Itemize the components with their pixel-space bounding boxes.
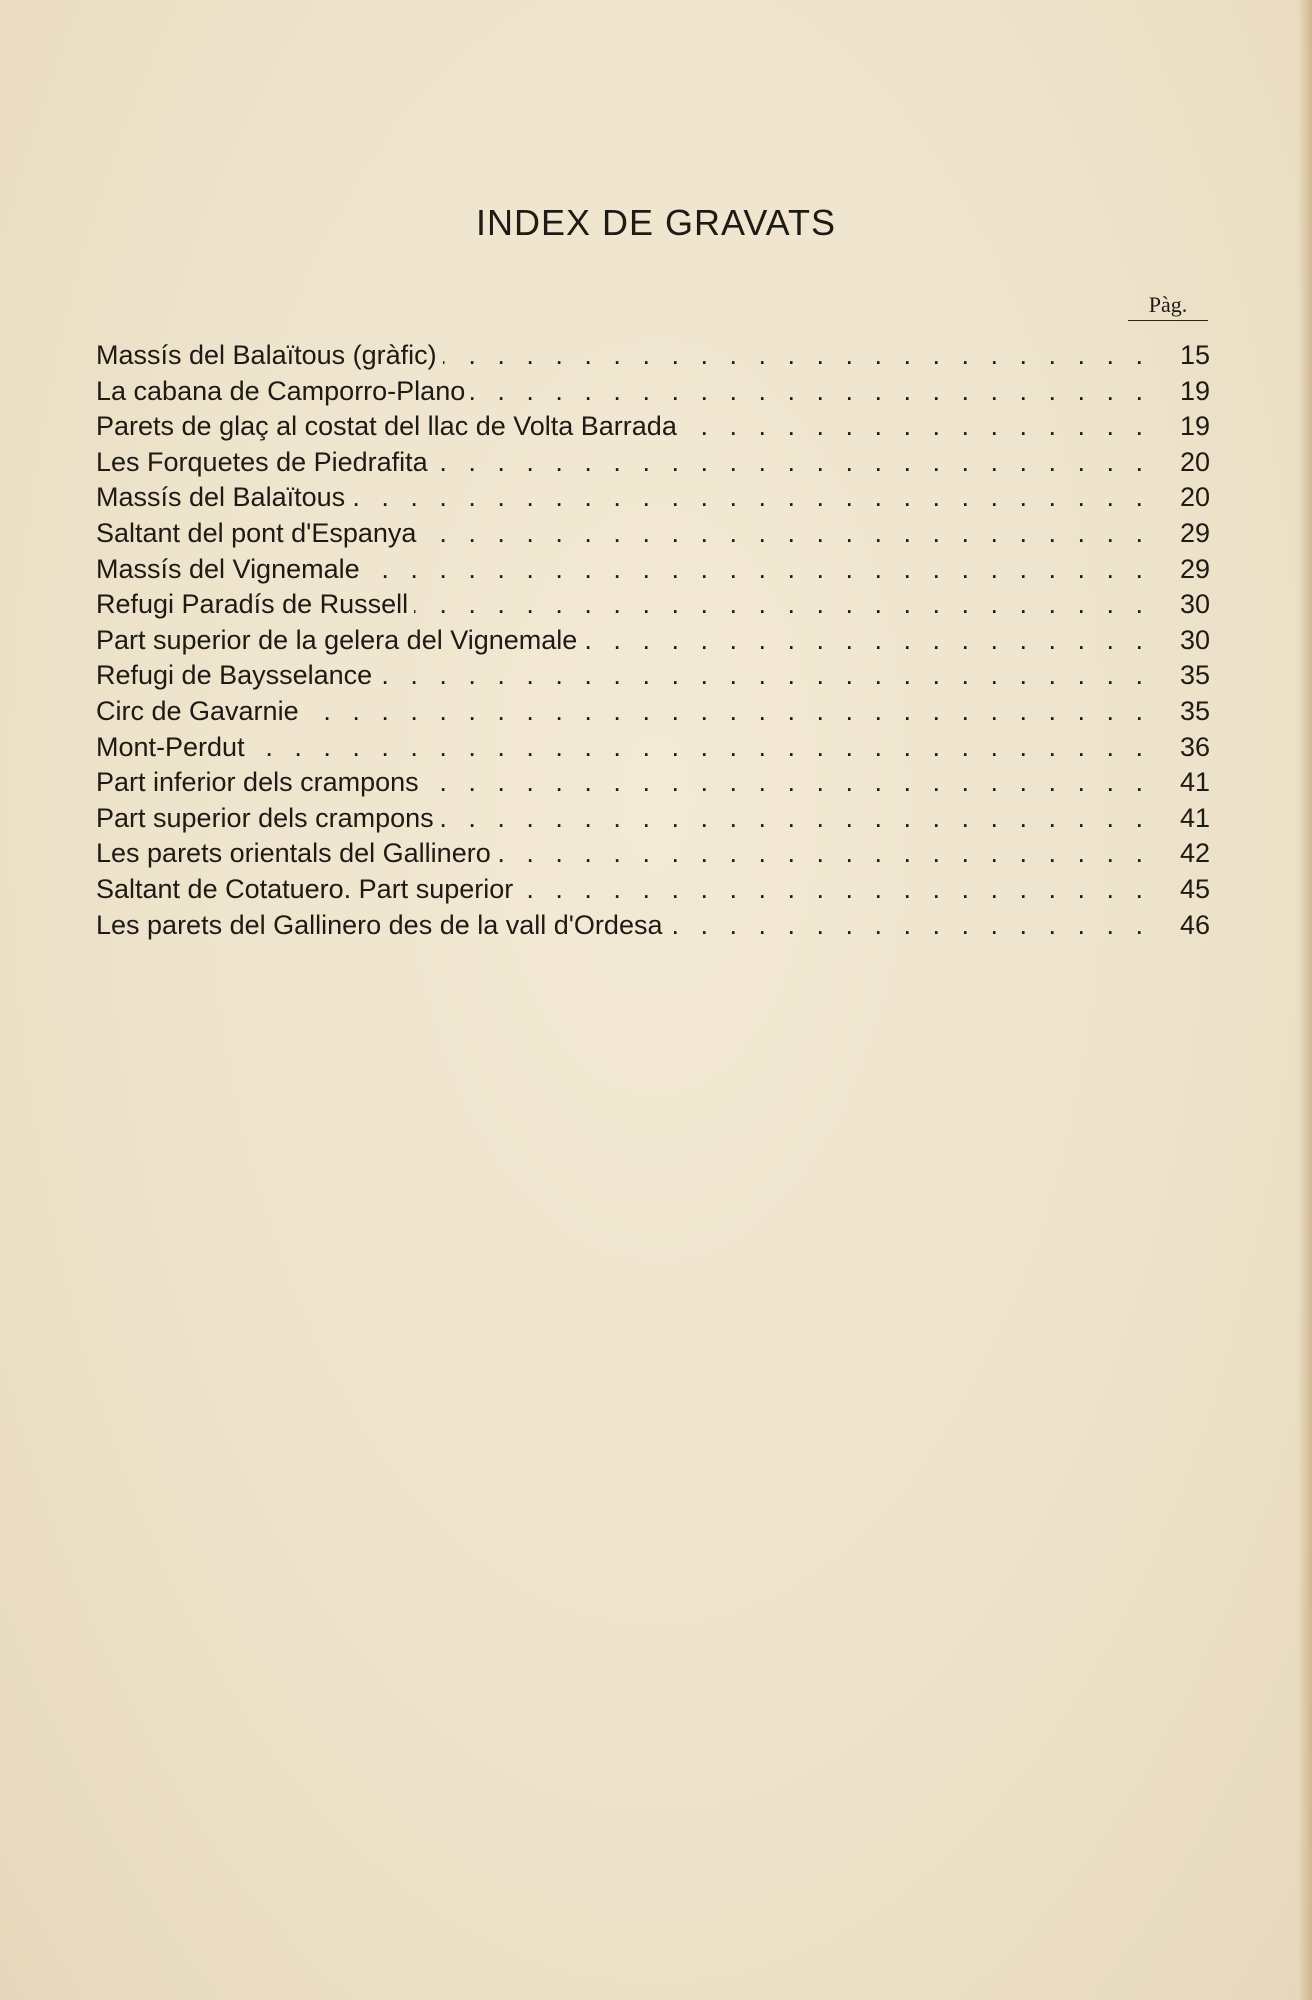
entry-title: Massís del Balaïtous [96, 482, 346, 513]
entry-title: Saltant del pont d'Espanya [96, 517, 417, 548]
list-item [96, 552, 1210, 588]
entry-page-number: 29 [1179, 553, 1210, 584]
entry-title: Part superior dels crampons [96, 802, 434, 833]
list-item [96, 694, 1210, 730]
list-item [96, 445, 1210, 481]
entry-page-number: 20 [1179, 482, 1210, 513]
entry-page-number: 42 [1179, 838, 1210, 869]
list-item [96, 516, 1210, 552]
dot-leader [414, 587, 1166, 623]
dot-leader [366, 552, 1166, 588]
table-of-figures [96, 338, 1210, 943]
dot-leader [683, 409, 1166, 445]
dot-leader [519, 872, 1166, 908]
entry-page-number: 30 [1179, 624, 1210, 655]
list-item [96, 836, 1210, 872]
entry-page-number: 30 [1179, 589, 1210, 620]
list-item [96, 623, 1210, 659]
dot-leader [583, 623, 1166, 659]
list-item [96, 908, 1210, 944]
entry-page-number: 15 [1179, 340, 1210, 370]
list-item [96, 765, 1210, 801]
entry-title: Massís del Balaïtous (gràfic) [96, 340, 437, 370]
dot-leader [305, 694, 1166, 730]
entry-page-number: 35 [1179, 695, 1210, 726]
list-item [96, 374, 1210, 410]
entry-page-number: 29 [1179, 517, 1210, 548]
entry-title: Parets de glaç al costat del llac de Volta Barrada [96, 411, 677, 442]
dot-leader [497, 836, 1166, 872]
entry-title: Mont-Perdut [96, 731, 245, 762]
page-title: INDEX DE GRAVATS [475, 202, 837, 243]
entry-page-number: 45 [1179, 873, 1210, 904]
dot-leader [422, 516, 1166, 552]
entry-title: La cabana de Camporro-Plano [96, 375, 466, 406]
dot-leader [351, 480, 1166, 516]
entry-title: Refugi de Baysselance [96, 660, 373, 691]
entry-title: Part inferior dels crampons [96, 767, 419, 798]
dot-leader [378, 658, 1166, 694]
entry-page-number: 19 [1179, 411, 1210, 442]
dot-leader [434, 445, 1166, 481]
dot-leader [471, 374, 1166, 410]
list-item [96, 587, 1210, 623]
dot-leader [425, 765, 1166, 801]
entry-page-number: 35 [1179, 660, 1210, 691]
list-item [96, 658, 1210, 694]
entry-title: Refugi Paradís de Russell [96, 589, 409, 620]
list-item [96, 480, 1210, 516]
entry-title: Les Forquetes de Piedrafita [96, 446, 428, 477]
dot-leader [443, 338, 1166, 374]
page-column-header: Pàg. [1128, 292, 1208, 321]
dot-leader [668, 908, 1166, 944]
list-item [96, 801, 1210, 837]
dot-leader [440, 801, 1166, 837]
entry-title: Circ de Gavarnie [96, 695, 299, 726]
entry-title: Les parets del Gallinero des de la vall d'Ordesa [96, 909, 663, 940]
page-edge-shadow [1298, 0, 1312, 2000]
entry-title: Part superior de la gelera del Vignemale [96, 624, 578, 655]
list-item [96, 730, 1210, 766]
list-item [96, 872, 1210, 908]
entry-page-number: 36 [1179, 731, 1210, 762]
list-item [96, 409, 1210, 445]
entry-page-number: 19 [1179, 375, 1210, 406]
list-item [96, 338, 1210, 374]
entry-page-number: 46 [1179, 909, 1210, 940]
entry-page-number: 20 [1179, 446, 1210, 477]
entry-page-number: 41 [1179, 767, 1210, 798]
entry-title: Massís del Vignemale [96, 553, 360, 584]
entry-title: Les parets orientals del Gallinero [96, 838, 491, 869]
entry-page-number: 41 [1179, 802, 1210, 833]
entry-title: Saltant de Cotatuero. Part superior [96, 873, 514, 904]
dot-leader [251, 730, 1166, 766]
